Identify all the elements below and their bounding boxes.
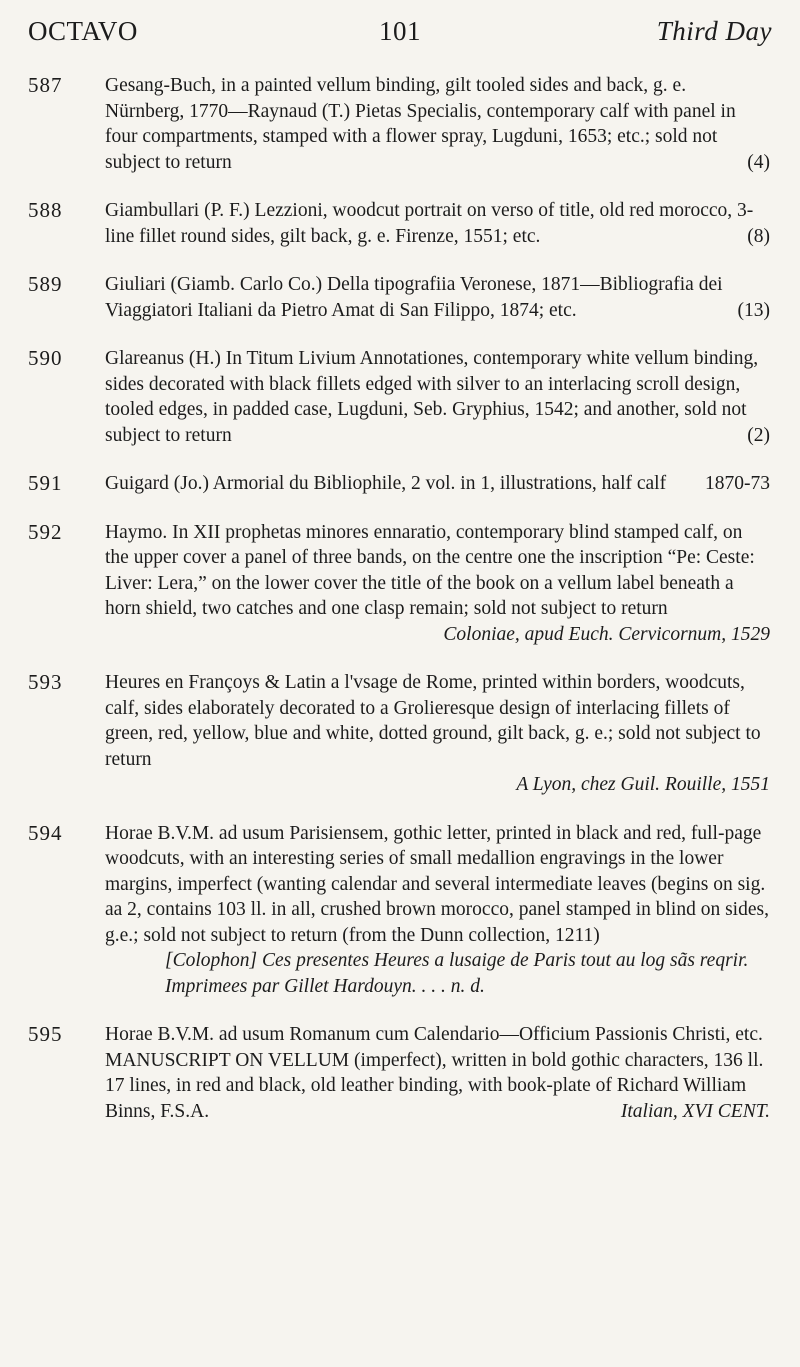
lot-entry — [28, 520, 770, 648]
lot-entry — [28, 73, 770, 175]
lot-text: Giambullari (P. F.) Lezzioni, woodcut portrait on verso of title, old red morocco, 3-line fillet round sides, gilt back, g. e. Firenze, 1551; etc. — [105, 200, 754, 247]
lot-imprint: Coloniae, apud Euch. Cervicornum, 1529 — [443, 623, 770, 645]
lot-entry — [28, 198, 770, 249]
lot-quantity: (13) — [737, 299, 770, 321]
lot-number: 595 — [28, 1022, 63, 1046]
lot-description — [105, 1022, 770, 1124]
lot-description — [105, 198, 770, 249]
lot-description — [105, 73, 770, 175]
lot-quantity: (2) — [747, 424, 770, 446]
lot-description: Haymo. In XII prophetas minores ennaratio, contemporary blind stamped calf, on the upper cover a panel of three bands, on the centre one the inscription “Pe: Ceste: Liver: Lera,” on the lower cover the title of the book on a vellum label beneath a horn shield, two catches and one clasp remain; sold not subject to return — [105, 521, 755, 619]
lot-entry — [28, 272, 770, 323]
lot-entry — [28, 821, 770, 1000]
lot-quantity: (8) — [747, 225, 770, 247]
lot-date: 1870-73 — [705, 473, 770, 494]
lot-origin: Italian, XVI CENT. — [620, 1100, 770, 1122]
lot-number: 590 — [28, 346, 63, 370]
lot-number: 594 — [28, 820, 63, 845]
lot-description: Horae B.V.M. ad usum Parisiensem, gothic letter, printed in black and red, full-page woodcuts, with an interesting series of small medallion engravings in the lower margins, imperfect (wanting calendar and several intermediate leaves (begins on sig. aa 2, contains 103 ll. in all, crushed brown morocco, panel stamped in blind on sides, g.e.; sold not subject to return (from the Dunn collection, 1211) — [105, 822, 769, 946]
lot-entry — [28, 471, 770, 497]
lot-description — [105, 272, 770, 323]
lot-text: Gesang-Buch, in a painted vellum binding, gilt tooled sides and back, g. e. Nürnberg, 1770—Raynaud (T.) Pietas Specialis, contemporary calf with panel in four compartments, stamped with a flower spray, Lugduni, 1653; etc.; sold not subject to return — [105, 75, 736, 173]
lot-text: Giuliari (Giamb. Carlo Co.) Della tipografiia Veronese, 1871—Bibliografia dei Viaggiatori Italiani da Pietro Amat di San Filippo, 1874; etc. — [105, 274, 723, 321]
page-header — [28, 16, 772, 56]
lot-list — [28, 73, 770, 1147]
lot-entry — [28, 1022, 770, 1124]
lot-number: 588 — [28, 198, 63, 222]
lot-description: Heures en Françoys & Latin a l'vsage de Rome, printed within borders, woodcuts, calf, sides elaborately decorated to a Grolieresque design of interlacing fillets of green, red, yellow, blue and white, dotted ground, gilt back, g. e.; sold not subject to return — [105, 672, 761, 770]
lot-number: 587 — [28, 73, 63, 97]
lot-colophon: [Colophon] Ces presentes Heures a lusaige de Paris tout au log sãs reqrir. Imprimees par Gillet Hardouyn. . . . n. d. — [165, 950, 749, 997]
format-label: OCTAVO — [28, 16, 138, 46]
lot-number: 591 — [28, 471, 63, 495]
page-number: 101 — [379, 16, 421, 46]
lot-description — [105, 471, 770, 497]
lot-text: Glareanus (H.) In Titum Livium Annotationes, contemporary white vellum binding, sides decorated with black fillets edged with silver to an interlacing scroll design, tooled edges, in padded case, Lugduni, Seb. Gryphius, 1542; and another, sold not subject to return — [105, 348, 759, 446]
lot-quantity: (4) — [747, 151, 770, 173]
lot-number: 589 — [28, 272, 63, 296]
lot-entry — [28, 670, 770, 798]
lot-text: Horae B.V.M. ad usum Romanum cum Calendario—Officium Passionis Christi, etc. MANUSCRIPT ON VELLUM (imperfect), written in bold gothic characters, 136 ll. 17 lines, in red and black, old leather binding, with book-plate of Richard William Binns, F.S.A. — [105, 1024, 764, 1122]
sale-day: Third Day — [656, 16, 772, 46]
lot-number: 593 — [28, 670, 63, 694]
lot-description — [105, 346, 770, 448]
lot-imprint: A Lyon, chez Guil. Rouille, 1551 — [516, 774, 770, 795]
lot-text: Guigard (Jo.) Armorial du Bibliophile, 2 vol. in 1, illustrations, half calf — [105, 473, 667, 494]
lot-number: 592 — [28, 519, 63, 544]
lot-entry — [28, 346, 770, 448]
